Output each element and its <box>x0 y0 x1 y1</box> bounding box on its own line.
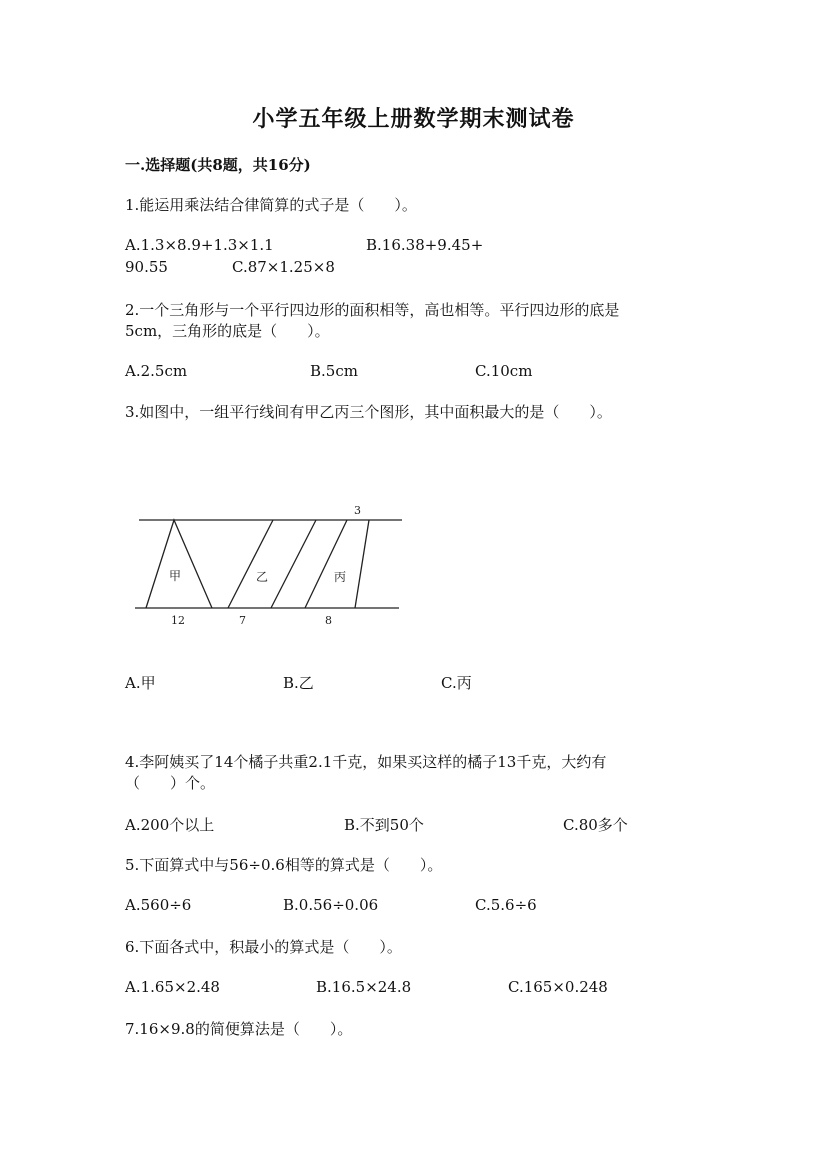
q6-option-b: B.16.5×24.8 <box>316 978 412 996</box>
shape-bing-right-edge <box>355 520 369 608</box>
q3-option-c: C.丙 <box>441 674 472 692</box>
q6-option-a: A.1.65×2.48 <box>125 978 220 996</box>
question-3: 3.如图中，一组平行线间有甲乙丙三个图形，其中面积最大的是（ ）。 <box>125 403 612 421</box>
shape-yi-right-edge <box>271 520 316 608</box>
question-5: 5.下面算式中与56÷0.6相等的算式是（ ）。 <box>125 856 443 874</box>
figure-bottom-length-label-3: 8 <box>325 614 332 627</box>
page-title: 小学五年级上册数学期末测试卷 <box>252 106 575 132</box>
shape-jia-triangle <box>146 520 212 608</box>
section-heading: 一.选择题(共8题，共16分) <box>125 156 311 174</box>
q5-option-c: C.5.6÷6 <box>475 896 537 914</box>
question-1: 1.能运用乘法结合律简算的式子是（ ）。 <box>125 196 417 214</box>
q6-option-c: C.165×0.248 <box>508 978 608 996</box>
q4-option-b: B.不到50个 <box>344 816 424 834</box>
q3-option-a: A.甲 <box>125 674 156 692</box>
q5-option-a: A.560÷6 <box>125 896 192 914</box>
parallel-lines-figure <box>125 495 415 630</box>
figure-label-jia: 甲 <box>169 569 182 583</box>
question-6: 6.下面各式中，积最小的算式是（ ）。 <box>125 938 402 956</box>
q1-option-b-continued: 90.55 <box>125 258 168 276</box>
q1-option-a: A.1.3×8.9+1.3×1.1 <box>125 236 274 254</box>
q2-option-a: A.2.5cm <box>125 362 188 380</box>
q1-option-b: B.16.38+9.45+ <box>366 236 484 254</box>
question-2-line-1: 2.一个三角形与一个平行四边形的面积相等，高也相等。平行四边形的底是 <box>125 301 620 319</box>
q4-option-a: A.200个以上 <box>125 816 215 834</box>
question-4-line-2: （ ）个。 <box>125 774 216 792</box>
figure-label-bing: 丙 <box>334 570 347 584</box>
question-7: 7.16×9.8的简便算法是（ ）。 <box>125 1020 353 1038</box>
shape-bing-left-edge <box>305 520 347 608</box>
q2-option-b: B.5cm <box>310 362 358 380</box>
figure-bottom-length-label-2: 7 <box>239 614 246 627</box>
question-2-line-2: 5cm，三角形的底是（ ）。 <box>125 322 330 340</box>
figure-bottom-length-label-1: 12 <box>171 614 185 627</box>
figure-label-yi: 乙 <box>256 570 269 584</box>
q5-option-b: B.0.56÷0.06 <box>283 896 379 914</box>
q4-option-c: C.80多个 <box>563 816 628 834</box>
figure-top-length-label: 3 <box>354 504 361 517</box>
q3-option-b: B.乙 <box>283 674 314 692</box>
q2-option-c: C.10cm <box>475 362 533 380</box>
question-4-line-1: 4.李阿姨买了14个橘子共重2.1千克，如果买这样的橘子13千克，大约有 <box>125 753 607 771</box>
q1-option-c: C.87×1.25×8 <box>232 258 335 276</box>
shape-yi-left-edge <box>228 520 273 608</box>
